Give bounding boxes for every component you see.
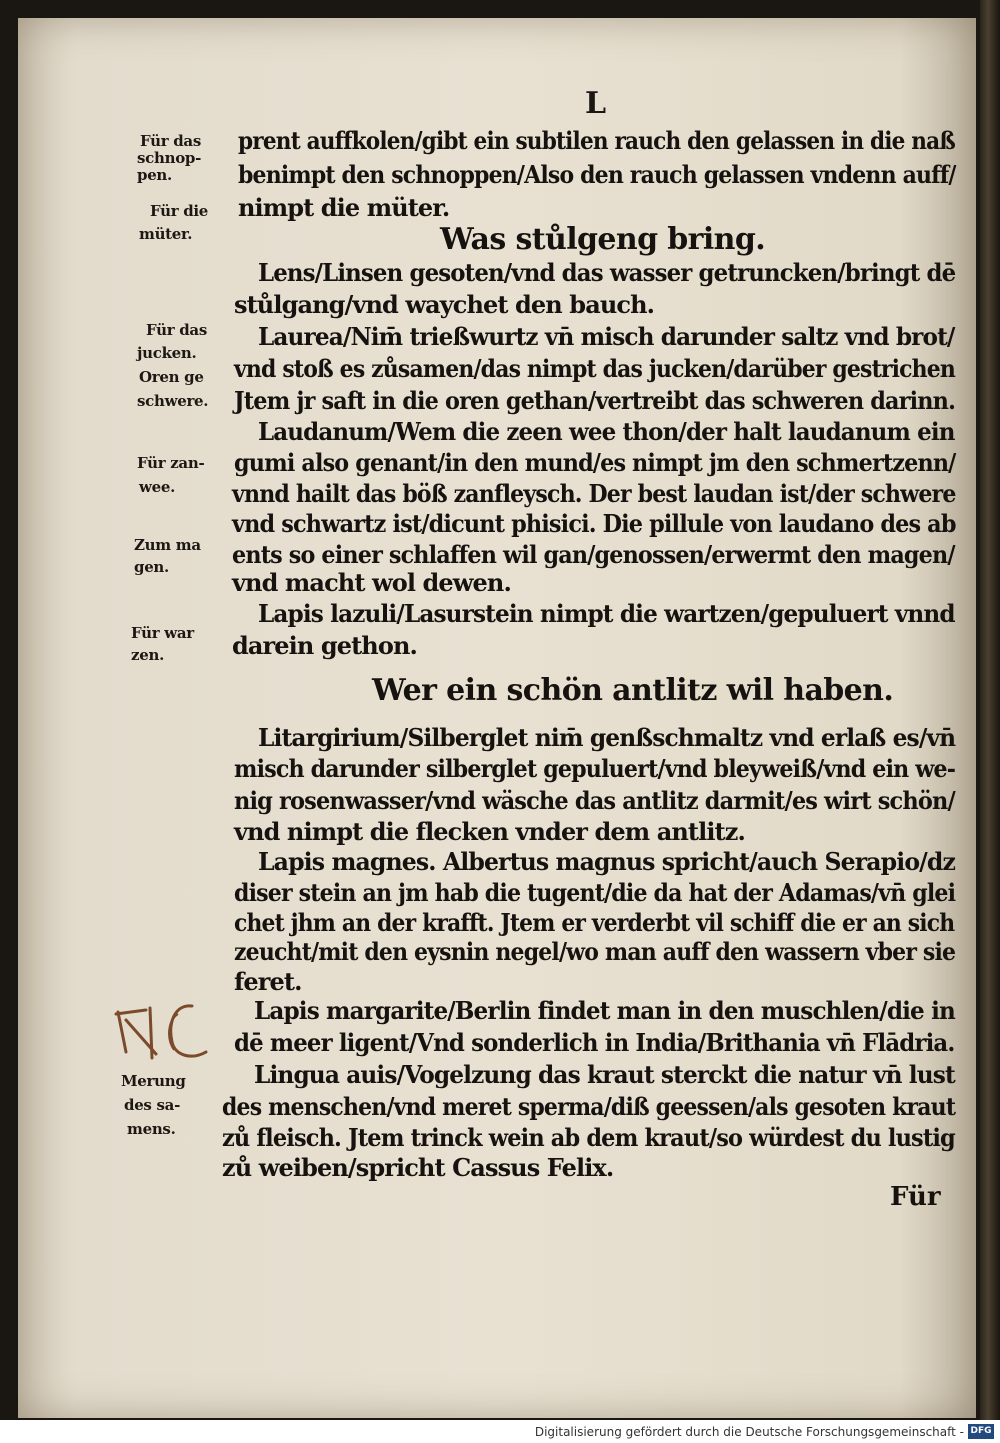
margin-note: wee.: [139, 478, 176, 496]
text-line: des menschen/vnd meret sperma/diß geessen/als gesoten kraut: [222, 1092, 956, 1121]
text-line: dē meer ligent/Vnd sonderlich in India/Brithania vn̄ Flādria.: [234, 1028, 955, 1057]
margin-note: schnop-: [137, 149, 202, 167]
text-line: nimpt die müter.: [238, 193, 450, 222]
text-line: vnd schwartz ist/dicunt phisici. Die pillule von laudano des ab: [232, 509, 956, 538]
handwritten-annotation: [112, 990, 222, 1070]
text-line: ents so einer schlaffen wil gan/genossen/erwermt den magen/: [232, 540, 955, 569]
page-edge-shadow: [980, 0, 1000, 1420]
text-line: zeucht/mit den eysnin negel/wo man auff den wassern vber sie: [234, 937, 956, 966]
text-line: benimpt den schnoppen/Also den rauch gelassen vndenn auff/: [238, 160, 956, 189]
margin-note: Für die: [150, 202, 209, 220]
margin-note: jucken.: [137, 344, 197, 362]
text-line: Lapis magnes. Albertus magnus spricht/auch Serapio/dz: [258, 847, 955, 876]
text-line: nig rosenwasser/vnd wäsche das antlitz darmit/es wirt schön/: [234, 786, 955, 815]
margin-note: schwere.: [137, 392, 209, 410]
text-line: misch darunder silberglet gepuluert/vnd bleyweiß/vnd ein we-: [234, 754, 956, 783]
text-line: vnd nimpt die flecken vnder dem antlitz.: [234, 817, 745, 846]
dfg-logo: DFG: [968, 1424, 994, 1439]
margin-note: müter.: [139, 225, 193, 243]
margin-note: pen.: [137, 166, 172, 184]
catchword: Für: [890, 1182, 941, 1212]
margin-note: Für das: [146, 321, 207, 339]
text-line: prent auffkolen/gibt ein subtilen rauch den gelassen in die naß: [238, 126, 955, 155]
section-heading: Wer ein schön antlitz wil haben.: [372, 673, 894, 708]
text-line: feret.: [234, 967, 302, 996]
text-line: Jtem jr saft in die oren gethan/vertreibt das schweren darinn.: [234, 386, 956, 415]
text-line: vnnd hailt das böß zanfleysch. Der best laudan ist/der schwere: [232, 479, 956, 508]
margin-note: Zum ma: [134, 536, 201, 554]
text-line: vnd stoß es zůsamen/das nimpt das jucken/darüber gestrichen: [234, 354, 956, 383]
margin-note: mens.: [127, 1120, 176, 1138]
margin-note: Für zan-: [137, 454, 205, 472]
margin-note: Für das: [140, 132, 201, 150]
text-line: Lingua auis/Vogelzung das kraut sterckt die natur vn̄ lust: [254, 1060, 955, 1089]
text-line: darein gethon.: [232, 631, 417, 660]
text-line: diser stein an jm hab die tugent/die da hat der Adamas/vn̄ glei: [234, 878, 956, 907]
text-line: zů fleisch. Jtem trinck wein ab dem kraut/so würdest du lustig: [222, 1123, 955, 1152]
margin-note: Oren ge: [139, 368, 204, 386]
text-line: chet jhm an der krafft. Jtem er verderbt vil schiff die er an sich: [234, 908, 955, 937]
text-line: vnd macht wol dewen.: [232, 568, 511, 597]
margin-note: Merung: [121, 1072, 186, 1090]
text-line: Laurea/Nim̄ trießwurtz vn̄ misch darunder saltz vnd brot/: [258, 322, 955, 351]
margin-note: Für war: [131, 624, 194, 642]
text-line: Lapis margarite/Berlin findet man in den muschlen/die in: [254, 996, 955, 1025]
text-line: Litargirium/Silberglet nim̄ genßschmaltz vnd erlaß es/vn̄: [258, 723, 956, 752]
margin-note: zen.: [131, 646, 164, 664]
text-line: Lapis lazuli/Lasurstein nimpt die wartzen/gepuluert vnnd: [258, 599, 955, 628]
margin-note: gen.: [134, 558, 169, 576]
text-line: Laudanum/Wem die zeen wee thon/der halt laudanum ein: [258, 417, 955, 446]
section-heading: Was stůlgeng bring.: [440, 222, 766, 257]
funding-notice: Digitalisierung gefördert durch die Deutsche Forschungsgemeinschaft -: [534, 1425, 964, 1439]
folio-number: L: [585, 86, 607, 121]
text-line: zů weiben/spricht Cassus Felix.: [222, 1153, 614, 1182]
text-line: Lens/Linsen gesoten/vnd das wasser getruncken/bringt dē: [258, 258, 956, 287]
margin-note: des sa-: [124, 1096, 180, 1114]
text-line: stůlgang/vnd waychet den bauch.: [234, 290, 655, 319]
text-line: gumi also genant/in den mund/es nimpt jm den schmertzenn/: [234, 448, 956, 477]
